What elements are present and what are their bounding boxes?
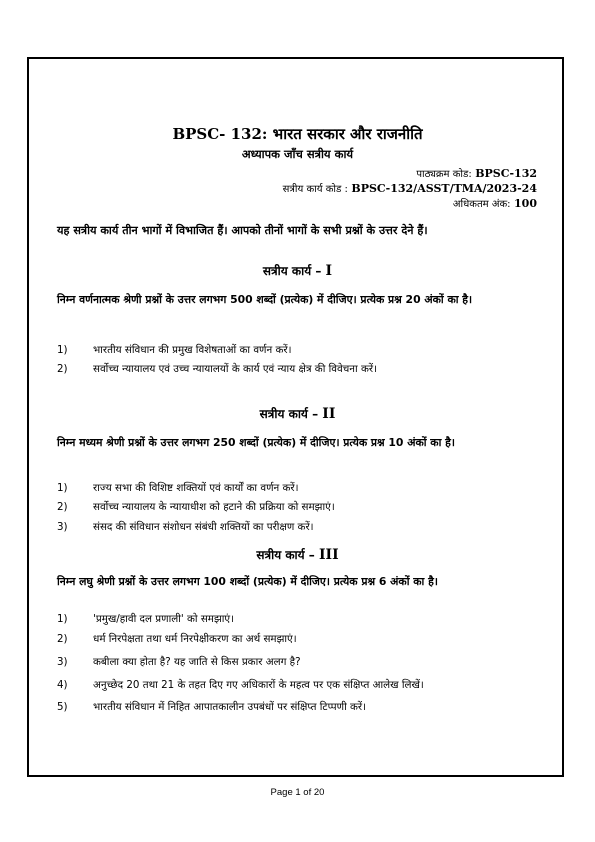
question-text: भारतीय संविधान की प्रमुख विशेषताओं का वर्णन करें।: [93, 344, 292, 356]
question-text: धर्म निरपेक्षता तथा धर्म निरपेक्षीकरण का अर्थ समझाएं।: [93, 633, 297, 645]
section-heading-label: सत्रीय कार्य –: [262, 264, 322, 278]
question-item: [57, 500, 547, 514]
question-item: [57, 362, 547, 376]
question-item: [57, 612, 547, 626]
question-text: राज्य सभा की विशिष्ट शक्तियों एवं कार्यों का वर्णन करें।: [93, 482, 299, 494]
question-number: 2): [57, 501, 68, 513]
section-heading: [0, 262, 595, 279]
question-text: अनुच्छेद 20 तथा 21 के तहत दिए गए अधिकारों के महत्व पर एक संक्षिप्त आलेख लिखें।: [93, 679, 424, 691]
question-number: 2): [57, 633, 68, 645]
section-numeral: III: [318, 547, 339, 563]
question-number: 3): [57, 656, 68, 668]
question-number: 1): [57, 344, 68, 356]
question-item: [57, 632, 547, 646]
section-instruction: निम्न वर्णनात्मक श्रेणी प्रश्नों के उत्तर लगभग 500 शब्दों (प्रत्येक) में दीजिए। प्रत्येक प्रश्न 20 अंकों का है।: [57, 293, 473, 306]
section-heading: [0, 405, 595, 422]
question-item: [57, 655, 547, 669]
question-text: कबीला क्या होता है? यह जाति से किस प्रकार अलग है?: [93, 656, 301, 668]
assignment-code: BPSC-132/ASST/TMA/2023-24: [351, 182, 537, 195]
section-instruction: निम्न मध्यम श्रेणी प्रश्नों के उत्तर लगभग 250 शब्दों (प्रत्येक) में दीजिए। प्रत्येक प्रश्न 10 अंकों का है।: [57, 436, 455, 449]
document-subtitle: अध्यापक जाँच सत्रीय कार्य: [241, 147, 354, 161]
max-marks-line: [453, 196, 537, 210]
question-number: 1): [57, 482, 68, 494]
question-text: संसद की संविधान संशोधन संबंधी शक्तियों का परीक्षण करें।: [93, 521, 314, 533]
document-title: BPSC- 132: भारत सरकार और राजनीति: [172, 125, 423, 143]
question-item: [57, 520, 547, 534]
question-item: [57, 343, 547, 357]
max-marks-label: अधिकतम अंक:: [452, 199, 511, 210]
course-code-line: [416, 166, 537, 180]
question-item: [57, 700, 547, 714]
question-number: 2): [57, 363, 68, 375]
section-heading-label: सत्रीय कार्य –: [256, 548, 315, 562]
assignment-code-label: सत्रीय कार्य कोड :: [282, 184, 348, 195]
question-item: [57, 678, 547, 692]
max-marks: 100: [514, 197, 537, 210]
question-number: 3): [57, 521, 68, 533]
question-text: भारतीय संविधान में निहित आपातकालीन उपबंधों पर संक्षिप्त टिप्पणी करें।: [93, 701, 367, 713]
section-heading: [0, 546, 595, 563]
question-number: 4): [57, 679, 68, 691]
question-text: सर्वोच्च न्यायालय के न्यायाधीश को हटाने की प्रक्रिया को समझाएं।: [93, 501, 335, 513]
question-text: 'प्रमुख/हावी दल प्रणाली' को समझाएं।: [93, 613, 234, 625]
question-item: [57, 481, 547, 495]
course-code-label: पाठ्यक्रम कोड:: [416, 169, 472, 180]
question-text: सर्वोच्च न्यायालय एवं उच्च न्यायालयों के कार्य एवं न्याय क्षेत्र की विवेचना करें।: [93, 363, 377, 375]
assignment-code-line: [283, 181, 537, 195]
course-code: BPSC-132: [475, 167, 537, 180]
section-numeral: II: [322, 406, 336, 422]
question-number: 5): [57, 701, 68, 713]
page-number: Page 1 of 20: [270, 787, 325, 798]
section-instruction: निम्न लघु श्रेणी प्रश्नों के उत्तर लगभग 100 शब्दों (प्रत्येक) में दीजिए। प्रत्येक प्रश्न 6 अंकों का है।: [57, 575, 438, 588]
question-number: 1): [57, 613, 68, 625]
intro-text: यह सत्रीय कार्य तीन भागों में विभाजित हैं। आपको तीनों भागों के सभी प्रश्नों के उत्तर देने हैं।: [57, 224, 428, 237]
section-numeral: I: [325, 263, 333, 279]
section-heading-label: सत्रीय कार्य –: [259, 407, 319, 421]
